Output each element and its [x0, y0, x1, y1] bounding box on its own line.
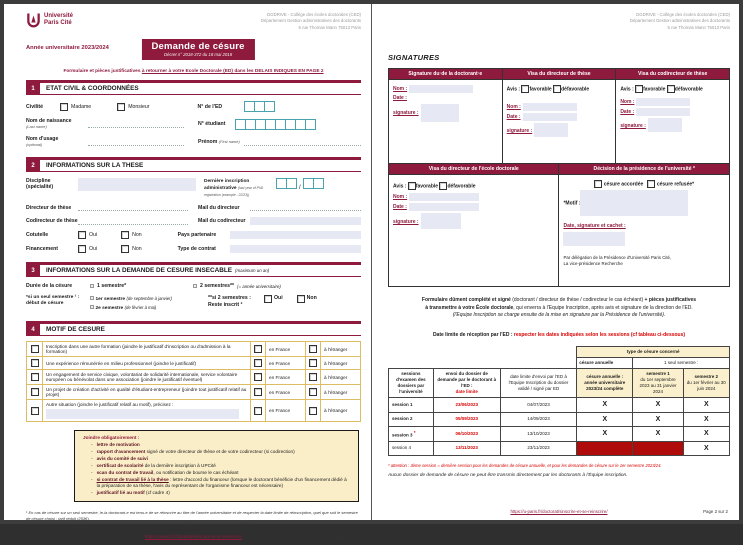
col-envoi-header: envoi du dossier de demande par le doctorant à l'ED : date limite: [433, 368, 500, 397]
motif5-etranger-checkbox[interactable]: [309, 407, 317, 415]
section2-title: INFORMATIONS SUR LA THESE: [46, 162, 144, 170]
codirector-email-label: Mail du codirecteur: [198, 218, 246, 225]
one-semester-label: 1 semestre*: [97, 283, 127, 290]
monsieur-checkbox[interactable]: [117, 103, 125, 111]
first-name-label: Prénom (First name): [198, 139, 240, 146]
motif3-checkbox[interactable]: [31, 373, 39, 381]
motif5-checkbox[interactable]: [31, 407, 39, 415]
transmission-paragraph: Formulaire dûment complété et signé (doctorant / directeur de thèse / codirecteur le cas échéant) + pièces justificatives à transmettre à votre École doctorale, qui enverra à l'Equipe Inscription, après avis et signature de la direction de l'ED. (l'Equipe Inscription se charge ensuite de la mise en signature par la Présidence de l'université).: [421, 297, 697, 319]
monsieur-label: Monsieur: [128, 103, 150, 110]
student-number-cells[interactable]: [235, 119, 316, 130]
attachments-title: Joindre obligatoirement :: [83, 435, 140, 441]
codirector-date-input[interactable]: [636, 108, 690, 116]
attachment-item: - lettre de motivation: [91, 442, 140, 448]
director-nom-input[interactable]: [523, 103, 577, 111]
footnote-2: ² Si 2 semestres avec réinscription : inscription à effectuer dans le respect du calendrier UPCité et des délais ; tarif réduit (253€): [26, 521, 253, 527]
motif-refus-input[interactable]: [580, 190, 688, 216]
deadline-line: Date limite de réception par l'ED : respecter les dates indiquées selon les sessions (cf tableau ci-dessous): [432, 331, 686, 338]
attachment-item: - justificatif lié au motif (cf cadre 4): [91, 489, 170, 495]
doctorant-signature-cell: Nom : Date : signature :: [389, 80, 503, 164]
cotutelle-non-checkbox[interactable]: [121, 231, 129, 239]
col-sessions-header: sessions d'examen des dossiers par l'université: [389, 368, 434, 397]
discipline-input[interactable]: [78, 178, 196, 191]
motif3-france-checkbox[interactable]: [254, 373, 262, 381]
motif1-text: Inscription dans une autre formation (joindre le justificatif d'inscription ou d'admission à la formation): [43, 342, 251, 357]
codirector-favorable-checkbox[interactable]: [635, 85, 643, 93]
logo-text-line2: Paris Cité: [44, 20, 72, 26]
motif4-checkbox[interactable]: [31, 388, 39, 396]
blocked-cell: [577, 441, 633, 455]
academic-year: Année universitaire 2023/2024: [26, 45, 109, 52]
first-semester-label: 1er semestre: [95, 297, 126, 303]
cesure-refusee-checkbox[interactable]: [647, 180, 655, 188]
director-email-label: Mail du directeur: [198, 204, 240, 211]
delegation-line2: La vice-présidence Recherche: [563, 261, 623, 267]
col-envoi-ed-header: date limite d'envoi par l'ED à l'Equipe Inscription du dossier validé / signé par ED: [500, 368, 576, 397]
single-semester-start-label: *si un seul semestre ¹ : début de césure: [26, 295, 80, 307]
registration-link-p2[interactable]: https://u-paris.fr/doctorat/sinscrire-et-se-reinscrire/: [510, 509, 608, 514]
org-address: DGDRIVE - Collège des écoles doctorales (CED) Département Gestion administratives des doctorants 5 rue Thomas Mann 75013 Paris: [260, 12, 361, 30]
signatures-title: SIGNATURES: [388, 53, 440, 63]
motif-row-4: Un projet de création d'activité en qualité d'étudiant-entrepreneur (joindre tout justificatif relatif au projet) en France à l'étranger: [27, 385, 361, 400]
col-annuelle-header: césure annuelle : année universitaire 2023/24 complète: [577, 368, 633, 397]
ed-number-cells[interactable]: [244, 101, 275, 112]
second-semester-checkbox[interactable]: [90, 305, 94, 309]
logo-text-line1: Université: [44, 13, 74, 20]
org-address-p2: DGDRIVE - Collège des écoles doctorales (CED) Département Gestion administratives des doctorants 5 rue Thomas Mann 75013 Paris: [629, 12, 730, 30]
ed-director-visa-header: Visa du directeur de l'école doctorale: [389, 164, 559, 175]
session-row-1: session 1 23/06/2023 04/07/2023 X X X: [389, 398, 730, 412]
motif1-france-checkbox[interactable]: [254, 345, 262, 353]
funding-label: Financement: [26, 246, 58, 253]
col-sem1-header: semestre 1 du 1er septembre 2023 au 31 janvier 2024: [633, 368, 683, 397]
footnotes: [26, 510, 361, 527]
contract-type-label: Type de contrat: [177, 246, 216, 253]
motif2-etranger-checkbox[interactable]: [309, 359, 317, 367]
student-number-label: N° étudiant: [198, 121, 226, 128]
funding-oui-checkbox[interactable]: [78, 245, 86, 253]
ed-signature-input[interactable]: [421, 213, 461, 229]
partner-country-label: Pays partenaire: [177, 232, 217, 239]
no-direct-transmission-note: Aucun dossier de demande de césure ne peut être transmis directement par les doctorants à l'Équipe inscription.: [388, 472, 628, 478]
ed-nom-input[interactable]: [409, 193, 479, 201]
last-registration-label: Dernière inscription administrative (last year of PhD registration (example : 22/23)): [204, 179, 264, 197]
university-logo: [26, 12, 73, 28]
attachment-item: - si contrat de travail lié à la thèse : lettre d'accord du financeur (lorsque le doctorant bénéficie d'un financement dédié à la préparation de sa thèse, l'avis du représentant de l'organisme financeur est nécessaire): [91, 476, 347, 488]
first-semester-checkbox[interactable]: [90, 296, 94, 300]
section1-header: [26, 80, 361, 95]
second-semester-label: 2e semestre: [95, 305, 124, 311]
page1-footer: [26, 528, 361, 539]
first-semester-note: (de septembre à janvier): [126, 296, 172, 302]
annuelle-header: césure annuelle: [577, 357, 633, 368]
un-semestre-header: 1 seul semestre :: [633, 357, 730, 368]
page2-footer: [388, 503, 730, 514]
date-separator: /: [299, 185, 301, 192]
section4-number: 4: [26, 324, 40, 335]
duration-label: Durée de la césure: [26, 283, 73, 290]
ed-favorable-checkbox[interactable]: [408, 182, 416, 190]
presidence-decision-cell: césure accordée césure refusée* *Motif : Date, signature et cachet : Par délégation de la Présidence d'Université Paris Cité, La vice-présidence Recherche: [559, 175, 730, 287]
second-semester-note: (de février à mai): [124, 304, 157, 310]
attachment-item: - avis du comité de suivi: [91, 456, 148, 462]
section3-title: INFORMATIONS SUR LA DEMANDE DE CESURE INSECABLE: [46, 267, 233, 275]
instruction-underlined: à retourner à votre Ecole Doctorale (ED) dans les DELAIS INDIQUES EN PAGE 2: [141, 69, 324, 75]
stay-registered-oui-checkbox[interactable]: [264, 295, 272, 303]
last-registration-cells2[interactable]: [303, 178, 324, 189]
civilite-label: Civilité: [26, 103, 44, 110]
motif-row-1: Inscription dans une autre formation (joindre le justificatif d'inscription ou d'admission à la formation) en France à l'étranger: [27, 342, 361, 357]
codirector-visa-cell: Avis : favorable défavorable Nom : Date : signature :: [616, 80, 730, 164]
director-email-input[interactable]: [250, 204, 361, 211]
birth-name-input[interactable]: [88, 121, 184, 128]
attachment-item: - certificat de scolarité de la dernière inscription à UPCité: [91, 463, 216, 469]
section4-header: [26, 321, 361, 336]
delegation-line1: Par délégation de la Présidence d'Université Paris Cité,: [563, 255, 672, 261]
page2-number: Page 2 sur 2: [703, 509, 728, 514]
doctorant-nom-input[interactable]: [409, 85, 473, 93]
page-2: [372, 4, 739, 520]
section3-number: 3: [26, 265, 40, 276]
last-registration-cells[interactable]: [276, 178, 297, 189]
director-signature-input[interactable]: [534, 123, 568, 137]
doctorant-signature-header: Signature du·de la doctorant·e: [389, 69, 503, 80]
col-sem2-header: semestre 2 du 1er février au 30 juin 2024: [683, 368, 729, 397]
motif5-france-checkbox[interactable]: [254, 407, 262, 415]
upc-logo-icon: [26, 12, 41, 28]
return-instruction: Formulaire et pièces justificatives à retourner à votre Ecole Doctorale (ED) dans les DELAIS INDIQUES EN PAGE 2: [63, 69, 324, 75]
madame-checkbox[interactable]: [60, 103, 68, 111]
session-row-2: session 2 05/09/2023 14/09/2023 X X X: [389, 412, 730, 426]
form-title-banner: [141, 39, 254, 60]
cotutelle-label: Cotutelle: [26, 232, 49, 239]
stay-registered-label: **si 2 semestres : Reste inscrit ²: [208, 295, 251, 308]
motif4-etranger-checkbox[interactable]: [309, 388, 317, 396]
section2-header: [26, 157, 361, 172]
footnote-1: ¹ En cas de césure sur un seul semestre, le-la doctorant-e est tenu-e de se réinscrire au titre de l'année universitaire et de respecter la date limite de réinscription, quel que soit le semestre de césure choisi ; tarif réduit (253€).: [26, 510, 358, 522]
director-date-input[interactable]: [523, 113, 577, 121]
attachment-item: - scan du contrat de travail, ou notification de bourse le cas échéant: [91, 469, 239, 475]
decree-reference: Décret n° 2018-372 du 18 mai 2018: [163, 52, 233, 58]
thesis-director-label: Directeur de thèse: [26, 204, 72, 211]
session-row-3: session 3 * 06/10/2023 13/10/2023 X X X: [389, 427, 730, 441]
codirector-visa-header: Visa du codirecteur de thèse: [616, 69, 730, 80]
codirector-label: Codirecteur de thèse: [26, 218, 78, 225]
motif4-france-checkbox[interactable]: [254, 388, 262, 396]
motif3-text: Un engagement de service civique, volontariat de solidarité internationale, service volontaire européen ou bénévolat dans une association (joindre le justificatif éventuel): [43, 370, 251, 385]
motif2-text: Une expérience rémunérée en milieu professionnel (joindre le justificatif): [43, 357, 251, 370]
signatures-table: [388, 68, 730, 287]
required-attachments-box: [74, 430, 359, 502]
registration-link[interactable]: https://u-paris.fr/doctorat/sinscrire-et-se-reinscrire/: [144, 533, 243, 539]
ed-director-visa-cell: Avis : favorable défavorable Nom : Date : signature :: [389, 175, 559, 287]
discipline-label: Discipline (spécialité): [26, 178, 54, 191]
section3-note: (maximum un an): [235, 268, 270, 274]
codirector-nom-input[interactable]: [636, 98, 690, 106]
motif-row-2: Une expérience rémunérée en milieu professionnel (joindre le justificatif) en France à l'étranger: [27, 357, 361, 370]
section1-title: ETAT CIVIL & COORDONNÉES: [46, 85, 139, 93]
motif3-etranger-checkbox[interactable]: [309, 373, 317, 381]
ed-number-label: N° de l'ED: [197, 103, 223, 110]
motif2-checkbox[interactable]: [31, 359, 39, 367]
birth-name-label: Nom de naissance (Last name): [26, 118, 72, 130]
section2-number: 2: [26, 160, 40, 171]
session3-footnote: * attention : 3ème session = dernière session pour les demandes de césure annuelle, et pour les demandes de césure sur le 1er semestre 2023/24.: [388, 462, 662, 468]
codirector-email-input[interactable]: [250, 217, 361, 225]
page-1: Université Paris Cité DGDRIVE - Collège des écoles doctorales (CED) Département Gestion administratives des doctorants 5 rue Thomas Mann 75013 Paris Année universitaire 2023/2024 Demande de césure Décret n° 2018-372 du 18 mai 2018 Formulaire et pièces justificatives à retourner à votre Ecole Doctorale (ED) dans les DELAIS INDIQUES EN PAGE 2 1 ETAT CIVIL & COORDONNÉES Civilité Madame Monsieur N° de l'ED Nom de naissance (Last name) N° étudiant Nom d'usage (optional) Prénom (First name) 2 INFORMATIONS SUR LA THESE Discipline (spécialité) Dernière inscription administrative (last year of PhD registration (example : 22/23)) / Directeur de thèse Mail du directeur Codirecteur de thèse Mail du codirecteur Cotutelle Oui Non Pays partenaire Financement Oui Non Type de contrat 3 INFORMATIONS SUR LA DEMANDE DE CESURE INSECABLE (maximum un an) Durée de la césure 1 semestre* 2 semestres** (= année universitaire) *si un seul semestre ¹ : début de césure 1er semestre (de septembre à janvier) 2e semestre (de février à mai) **si 2 semestres : Reste inscrit ² Oui Non 4 MOTIF DE CESURE Inscription dans une autre formation (joindre le justificatif d'inscription ou d'admission à la formation) en France à l'étranger Une expérience rémunérée en milieu professionnel (joindre le justificatif) en France à l'étranger Un engagement de service civique, volontariat de solidarité internationale, service volontaire européen ou bénévolat dans une association (joindre le justificatif éventuel) en France à l'étranger Un projet de création d'activité en qualité d'étudiant-entrepreneur (joindre tout justificatif relatif au projet) en France à l'étranger Autre situation (joindre le justificatif relatif au motif), précisez : en France à l'étranger Joindre obligatoirement : - lettre de motivation - rapport d'avancement signé de votre directeur de thèse et de votre codirecteur (si codirection) - avis du comité de suivi - certificat de scolarité de la dernière inscription à UPCité - scan du contrat de travail, ou notification de bourse le cas échéant - si contrat de travail lié à la thèse : lettre d'accord du financeur (lorsque le doctorant bénéficie d'un financement dédié à la préparation de sa thèse, l'avis du représentant de l'organisme financeur est nécessaire) - justificatif lié au motif (cf cadre 4) ¹ En cas de césure sur un seul semestre, le-la doctorant-e est tenu-e de se réinscrire au titre de l'année universitaire et de respecter la date limite de réinscription, quel que soit le semestre de césure choisi ; tarif réduit (253€). ² Si 2 semestres avec réinscription : inscription à effectuer dans le respect du calendrier UPCité et des délais ; tarif réduit (253€) https://u-paris.fr/doctorat/sinscrire-et-se-reinscrire/ Page 1 sur 2: [4, 4, 371, 520]
partner-country-input[interactable]: [230, 231, 361, 239]
section4-title: MOTIF DE CESURE: [46, 326, 105, 334]
madame-label: Madame: [71, 103, 92, 110]
cesure-accordee-checkbox[interactable]: [594, 180, 602, 188]
motif-row-3: Un engagement de service civique, volontariat de solidarité internationale, service volontaire européen ou bénévolat dans une association (joindre le justificatif éventuel) en France à l'étranger: [27, 370, 361, 385]
first-name-input[interactable]: [244, 139, 361, 146]
section1-number: 1: [26, 83, 40, 94]
section3-header: [26, 262, 361, 277]
one-semester-checkbox[interactable]: [90, 284, 94, 288]
two-semesters-label: 2 semestres**: [200, 283, 235, 290]
motif5-text: Autre situation (joindre le justificatif relatif au motif), précisez :: [46, 402, 174, 408]
attachment-item: - rapport d'avancement signé de votre directeur de thèse et de votre codirecteur (si codirection): [91, 449, 295, 455]
used-name-label: Nom d'usage (optional): [26, 136, 59, 148]
two-semesters-note: (= année universitaire): [237, 283, 281, 289]
motif4-text: Un projet de création d'activité en qualité d'étudiant-entrepreneur (joindre tout justificatif relatif au projet): [43, 385, 251, 400]
doctorant-signature-input[interactable]: [421, 104, 459, 122]
ed-date-input[interactable]: [409, 203, 479, 211]
director-visa-cell: Avis : favorable défavorable Nom : Date : signature :: [502, 80, 616, 164]
codirector-signature-input[interactable]: [648, 118, 682, 132]
motif2-france-checkbox[interactable]: [254, 359, 262, 367]
session-row-4: session 4 13/11/2023 23/11/2023 X: [389, 441, 730, 455]
codirector-defavorable-checkbox[interactable]: [667, 85, 675, 93]
cotutelle-oui-checkbox[interactable]: [78, 231, 86, 239]
session3-star: *: [413, 429, 416, 435]
motif5-input[interactable]: [46, 409, 239, 419]
presidence-decision-header: Décision de la présidence de l'université *: [559, 164, 730, 175]
stay-registered-non-checkbox[interactable]: [297, 295, 305, 303]
motif-table: [26, 341, 361, 422]
page1-header: [26, 12, 361, 31]
two-semesters-checkbox[interactable]: [193, 284, 197, 288]
thesis-director-input[interactable]: [78, 204, 188, 211]
cachet-input[interactable]: [563, 232, 625, 246]
sessions-table: [388, 346, 730, 456]
contract-type-input[interactable]: [230, 245, 361, 253]
blocked-cell: [633, 441, 683, 455]
form-title: Demande de césure: [151, 41, 245, 53]
director-defavorable-checkbox[interactable]: [553, 85, 561, 93]
page1-number: Page 1 sur 2: [334, 533, 359, 539]
director-visa-header: Visa du directeur de thèse: [502, 69, 616, 80]
motif1-checkbox[interactable]: [31, 345, 39, 353]
funding-non-checkbox[interactable]: [121, 245, 129, 253]
codirector-input[interactable]: [78, 218, 188, 225]
used-name-input[interactable]: [88, 139, 184, 146]
motif-row-5: Autre situation (joindre le justificatif relatif au motif), précisez : en France à l'étranger: [27, 400, 361, 422]
motif1-etranger-checkbox[interactable]: [309, 345, 317, 353]
type-cesure-header: type de césure concerné: [577, 346, 730, 357]
